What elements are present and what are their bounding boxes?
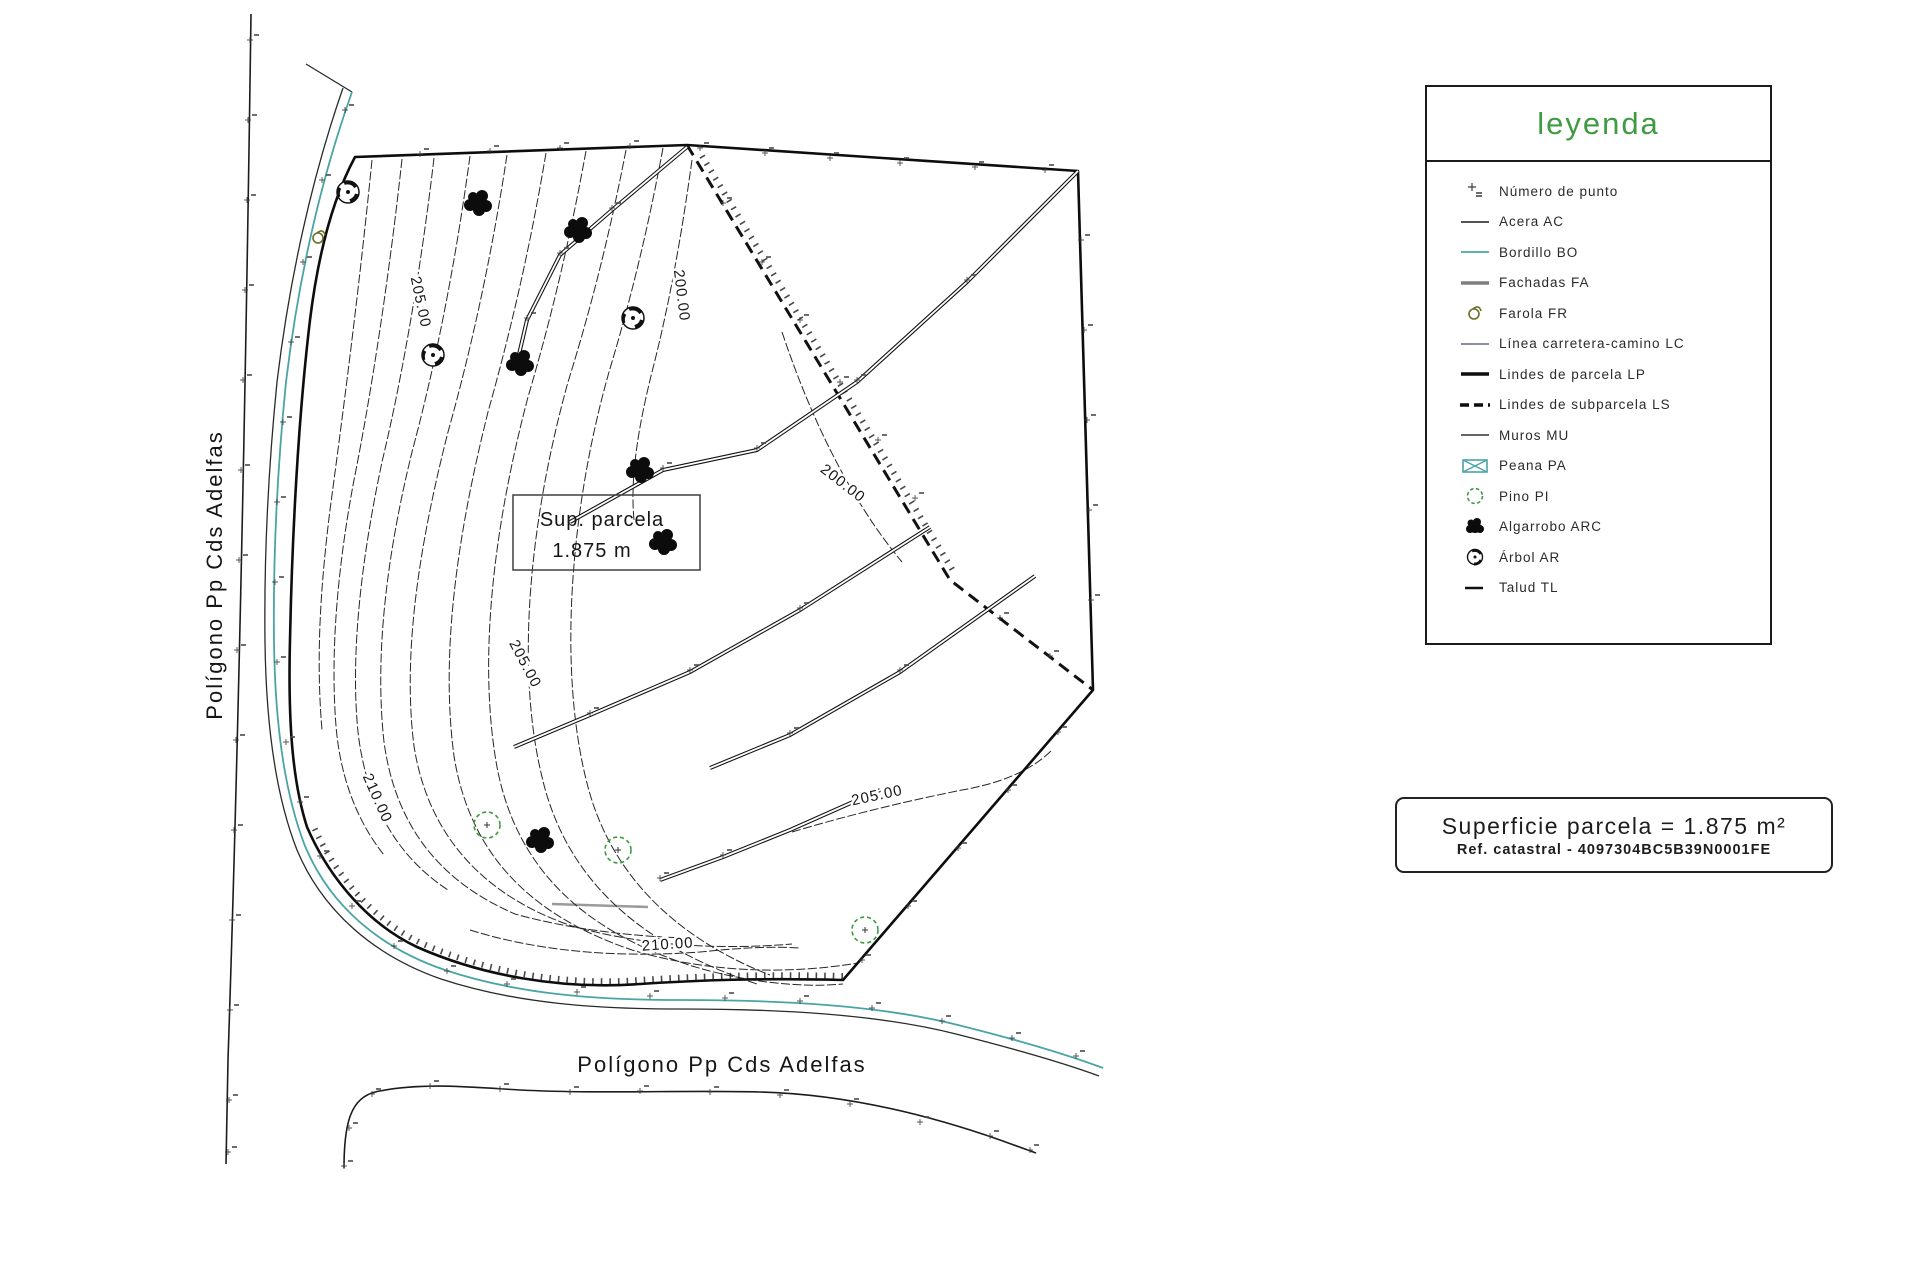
contour-elevation-label: 210.00 (358, 771, 396, 826)
contour-elevation-label: 200.00 (669, 268, 694, 323)
road-left-top-connector (306, 64, 352, 92)
legend-item-label: Acera AC (1499, 214, 1565, 230)
legend-item-punto (1453, 176, 1770, 207)
legend-item-label: Lindes de subparcela LS (1499, 397, 1671, 413)
bordillo-line (274, 92, 1103, 1068)
carretera-line (552, 904, 648, 907)
parcel-boundary (290, 145, 1093, 985)
peana-icon (1453, 457, 1499, 475)
road-bottom-line (344, 1086, 1036, 1168)
talud-icon (1453, 579, 1499, 597)
legend-item-subparcela (1453, 390, 1770, 421)
legend-items (1427, 162, 1770, 603)
algarrobo-tree-icon (464, 190, 492, 216)
legend-item-label: Fachadas FA (1499, 275, 1590, 291)
subparcel-line (687, 145, 1093, 690)
parcela-icon (1453, 365, 1499, 383)
legend-item-label: Línea carretera-camino LC (1499, 336, 1685, 352)
fachadas-icon (1453, 274, 1499, 292)
legend-item-bordillo (1453, 237, 1770, 268)
algarrobo-tree-icon (526, 827, 554, 853)
contour-elevation-label: 210.00 (641, 934, 695, 955)
legend-item-label: Pino PI (1499, 488, 1550, 504)
surface-area-text: Superficie parcela = 1.875 m² (1441, 812, 1787, 839)
talud-bottom (313, 825, 843, 981)
legend-item-algarrobo (1453, 512, 1770, 543)
legend-item-label: Algarrobo ARC (1499, 519, 1603, 535)
arbol-tree-icon (337, 181, 359, 203)
acera-line (265, 88, 1099, 1076)
legend-item-label: Farola FR (1499, 305, 1569, 321)
road-left-line (226, 14, 251, 1164)
parcel-label-line2: 1.875 m (552, 540, 632, 562)
legend-item-label: Bordillo BO (1499, 244, 1579, 260)
parcel-label-line1: Sup. parcela (539, 509, 665, 531)
legend-item-muros (1453, 420, 1770, 451)
algarrobo-icon (1453, 518, 1499, 536)
legend-item-label: Muros MU (1499, 427, 1570, 443)
legend-item-fachadas (1453, 268, 1770, 299)
legend-box (1425, 85, 1772, 645)
arbol-icon (1453, 548, 1499, 566)
legend-title: leyenda (1427, 87, 1770, 162)
survey-points (225, 35, 1100, 1169)
punto-icon (1453, 182, 1499, 200)
pino-tree-icon (605, 837, 631, 863)
legend-item-acera (1453, 207, 1770, 238)
pino-tree-icon (474, 812, 500, 838)
legend-item-arbol (1453, 542, 1770, 573)
algarrobo-tree-icon (506, 350, 534, 376)
acera-icon (1453, 213, 1499, 231)
contour-elevation-label: 200.00 (817, 460, 869, 507)
contour-elevation-label: 205.00 (505, 636, 545, 691)
street-label-bottom: Polígono Pp Cds Adelfas (577, 1052, 867, 1077)
farola-icon (1453, 304, 1499, 322)
bordillo-icon (1453, 243, 1499, 261)
point-number-marks (232, 35, 1100, 1161)
legend-item-pino (1453, 481, 1770, 512)
arbol-tree-icon (622, 307, 644, 329)
contour-elevation-label: 205.00 (406, 274, 435, 330)
legend-item-label: Árbol AR (1499, 549, 1561, 565)
cadastral-ref-text: Ref. catastral - 4097304BC5B39N0001FE (1456, 841, 1772, 858)
algarrobo-tree-icon (564, 217, 592, 243)
carretera-icon (1453, 335, 1499, 353)
legend-item-peana (1453, 451, 1770, 482)
legend-item-farola (1453, 298, 1770, 329)
legend-item-label: Peana PA (1499, 458, 1567, 474)
pino-tree-icon (852, 917, 878, 943)
algarrobo-tree-icon (649, 529, 677, 555)
legend-item-label: Talud TL (1499, 580, 1559, 596)
pino-icon (1453, 487, 1499, 505)
legend-item-label: Número de punto (1499, 183, 1619, 199)
legend-item-carretera (1453, 329, 1770, 360)
contour-elevation-label: 205.00 (849, 781, 905, 810)
legend-item-parcela (1453, 359, 1770, 390)
talud-subparcel (702, 156, 955, 574)
muros-icon (1453, 426, 1499, 444)
street-label-left: Polígono Pp Cds Adelfas (202, 430, 227, 720)
subparcela-icon (1453, 396, 1499, 414)
surface-info-box (1395, 797, 1833, 873)
legend-item-talud (1453, 573, 1770, 604)
arbol-tree-icon (422, 344, 444, 366)
legend-item-label: Lindes de parcela LP (1499, 366, 1646, 382)
